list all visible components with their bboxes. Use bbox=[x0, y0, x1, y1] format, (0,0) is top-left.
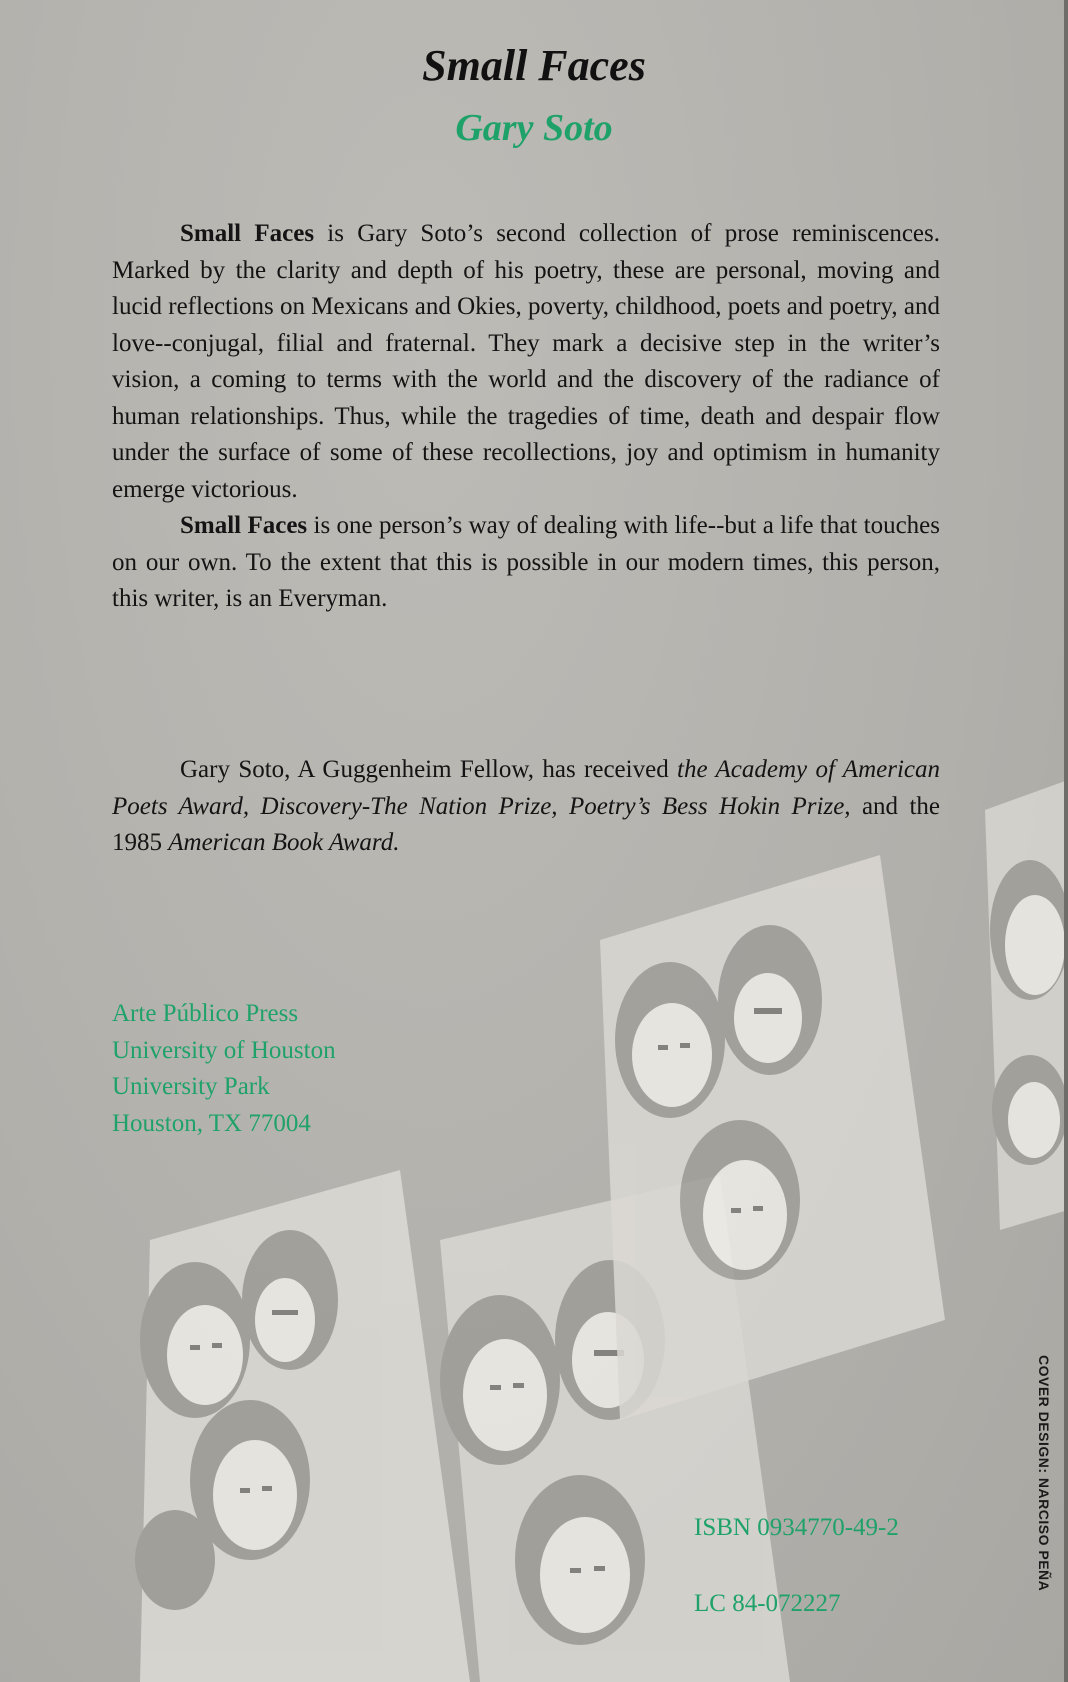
bio-lead: Gary Soto, A Guggenheim Fellow, has received bbox=[180, 756, 678, 783]
bio-awards-1: the Academy of American Poets Award, Discovery-The Nation Prize, Poetry’s Bess Hokin Prize, bbox=[112, 756, 941, 820]
publisher-line-2: University of Houston bbox=[112, 1036, 336, 1064]
book-title: Small Faces bbox=[422, 41, 646, 90]
publisher-name: Arte Público Press bbox=[112, 1000, 299, 1027]
description-title-bold-2: Small Faces bbox=[180, 512, 308, 539]
publisher-line-3: University Park bbox=[112, 1073, 270, 1100]
publisher-address bbox=[112, 996, 336, 1142]
photo-strip-left bbox=[135, 1170, 470, 1682]
book-author: Gary Soto bbox=[455, 107, 613, 149]
photo-strip-upper-right bbox=[600, 855, 945, 1420]
photo-strip-far-right bbox=[985, 780, 1068, 1230]
description-paragraph-2 bbox=[112, 508, 940, 618]
cover-edge bbox=[1064, 0, 1068, 1682]
bio-awards-2: American Book Award. bbox=[168, 829, 400, 856]
publisher-line-4: Houston, TX 77004 bbox=[112, 1109, 311, 1137]
author-bio bbox=[112, 752, 940, 862]
description-text-1: is Gary Soto’s second collection of prose reminiscences. Marked by the clarity and depth of his poetry, these are personal, moving and lucid reflections on Mexicans and Okies, poverty, childhood, poets and poetry, and love--conjugal, filial and fraternal. They mark a decisive step in the writer’s vision, a coming to terms with the world and the discovery of the radiance of human relationships. Thus, while the tragedies of time, death and despair flow under the surface of some of these recollections, joy and optimism in humanity emerge victorious. bbox=[112, 220, 940, 503]
cover-design-credit: COVER DESIGN: NARCISO PEÑA bbox=[1036, 1355, 1052, 1592]
book-description bbox=[112, 216, 940, 618]
description-paragraph-1 bbox=[112, 216, 940, 508]
description-text-2: is one person’s way of dealing with life--but a life that touches on our own. To the extent that this is possible in our modern times, this person, this writer, is an Everyman. bbox=[112, 512, 940, 612]
lc-number: LC 84-072227 bbox=[694, 1590, 841, 1617]
bio-mid: and the 1985 bbox=[112, 792, 940, 856]
description-title-bold-1: Small Faces bbox=[180, 220, 315, 247]
isbn-number: ISBN 0934770-49-2 bbox=[694, 1514, 899, 1541]
